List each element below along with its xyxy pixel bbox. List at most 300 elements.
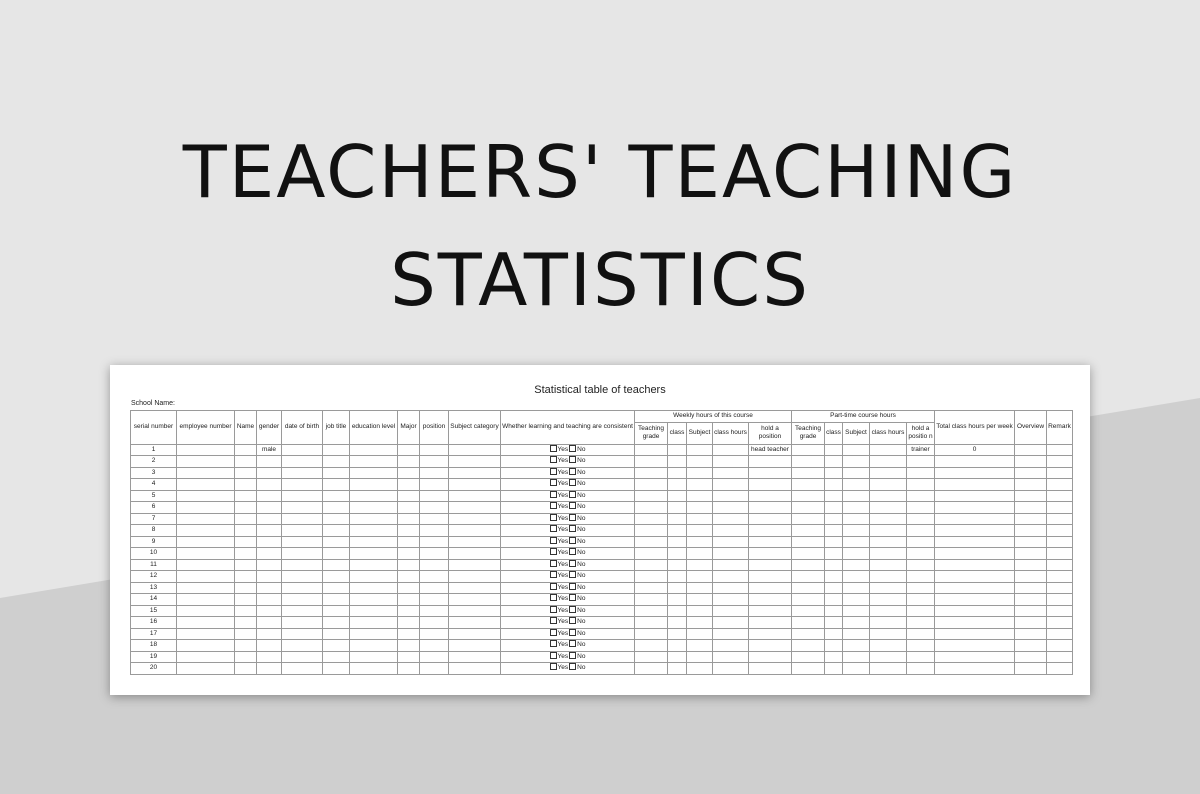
cell-employee[interactable] — [177, 525, 235, 537]
cell-w-subject[interactable] — [687, 594, 713, 606]
cell-employee[interactable] — [177, 571, 235, 583]
cell-p-class[interactable] — [825, 663, 843, 675]
cell-major[interactable] — [398, 605, 420, 617]
cell-position[interactable] — [420, 663, 449, 675]
cell-total[interactable] — [935, 605, 1015, 617]
no-checkbox[interactable] — [569, 479, 576, 486]
cell-overview[interactable] — [1015, 467, 1047, 479]
cell-major[interactable] — [398, 571, 420, 583]
no-checkbox[interactable] — [569, 606, 576, 613]
cell-p-grade[interactable] — [792, 479, 825, 491]
cell-subject-category[interactable] — [449, 559, 501, 571]
cell-total[interactable] — [935, 582, 1015, 594]
cell-serial[interactable]: 12 — [131, 571, 177, 583]
cell-p-hours[interactable] — [870, 594, 907, 606]
cell-dob[interactable] — [282, 467, 323, 479]
cell-subject-category[interactable] — [449, 651, 501, 663]
cell-position[interactable] — [420, 444, 449, 456]
cell-p-class[interactable] — [825, 502, 843, 514]
cell-overview[interactable] — [1015, 663, 1047, 675]
consistency-cell[interactable] — [501, 651, 635, 663]
cell-dob[interactable] — [282, 513, 323, 525]
cell-subject-category[interactable] — [449, 479, 501, 491]
cell-position[interactable] — [420, 628, 449, 640]
cell-dob[interactable] — [282, 640, 323, 652]
cell-gender[interactable] — [257, 582, 282, 594]
cell-w-hold[interactable] — [749, 479, 792, 491]
cell-position[interactable] — [420, 651, 449, 663]
cell-total[interactable] — [935, 467, 1015, 479]
cell-p-grade[interactable] — [792, 663, 825, 675]
cell-serial[interactable]: 16 — [131, 617, 177, 629]
cell-subject-category[interactable] — [449, 571, 501, 583]
cell-total[interactable] — [935, 571, 1015, 583]
cell-p-hold[interactable] — [907, 594, 935, 606]
no-checkbox[interactable] — [569, 640, 576, 647]
cell-education[interactable] — [350, 640, 398, 652]
cell-serial[interactable]: 1 — [131, 444, 177, 456]
yes-checkbox[interactable] — [550, 606, 557, 613]
cell-name[interactable] — [235, 640, 257, 652]
cell-position[interactable] — [420, 617, 449, 629]
cell-p-hold[interactable] — [907, 571, 935, 583]
cell-w-hold[interactable] — [749, 559, 792, 571]
yes-checkbox[interactable] — [550, 640, 557, 647]
cell-major[interactable] — [398, 490, 420, 502]
cell-p-hours[interactable] — [870, 525, 907, 537]
cell-p-subject[interactable] — [843, 651, 870, 663]
cell-p-subject[interactable] — [843, 628, 870, 640]
cell-p-hold[interactable] — [907, 490, 935, 502]
cell-total[interactable] — [935, 548, 1015, 560]
consistency-cell[interactable] — [501, 628, 635, 640]
cell-p-hours[interactable] — [870, 479, 907, 491]
cell-position[interactable] — [420, 582, 449, 594]
cell-major[interactable] — [398, 536, 420, 548]
cell-gender[interactable] — [257, 628, 282, 640]
cell-p-class[interactable] — [825, 525, 843, 537]
cell-w-grade[interactable] — [635, 525, 668, 537]
cell-serial[interactable]: 8 — [131, 525, 177, 537]
cell-p-grade[interactable] — [792, 559, 825, 571]
cell-p-hours[interactable] — [870, 513, 907, 525]
cell-dob[interactable] — [282, 444, 323, 456]
cell-p-hours[interactable] — [870, 456, 907, 468]
yes-checkbox[interactable] — [550, 548, 557, 555]
cell-dob[interactable] — [282, 548, 323, 560]
cell-employee[interactable] — [177, 456, 235, 468]
cell-w-grade[interactable] — [635, 571, 668, 583]
cell-job-title[interactable] — [323, 605, 350, 617]
consistency-cell[interactable] — [501, 502, 635, 514]
cell-p-grade[interactable] — [792, 605, 825, 617]
cell-overview[interactable] — [1015, 479, 1047, 491]
cell-p-class[interactable] — [825, 456, 843, 468]
cell-w-class[interactable] — [668, 536, 687, 548]
cell-gender[interactable] — [257, 479, 282, 491]
cell-w-class[interactable] — [668, 663, 687, 675]
cell-p-hold[interactable] — [907, 663, 935, 675]
cell-remark[interactable] — [1047, 548, 1073, 560]
cell-subject-category[interactable] — [449, 628, 501, 640]
cell-education[interactable] — [350, 490, 398, 502]
cell-gender[interactable] — [257, 548, 282, 560]
cell-w-hold[interactable] — [749, 571, 792, 583]
cell-name[interactable] — [235, 548, 257, 560]
cell-w-subject[interactable] — [687, 513, 713, 525]
cell-dob[interactable] — [282, 594, 323, 606]
yes-checkbox[interactable] — [550, 537, 557, 544]
cell-dob[interactable] — [282, 490, 323, 502]
cell-remark[interactable] — [1047, 479, 1073, 491]
cell-w-hold[interactable] — [749, 663, 792, 675]
cell-employee[interactable] — [177, 605, 235, 617]
cell-job-title[interactable] — [323, 571, 350, 583]
cell-w-hold[interactable] — [749, 594, 792, 606]
cell-overview[interactable] — [1015, 513, 1047, 525]
cell-job-title[interactable] — [323, 502, 350, 514]
cell-w-class[interactable] — [668, 617, 687, 629]
cell-job-title[interactable] — [323, 467, 350, 479]
cell-overview[interactable] — [1015, 536, 1047, 548]
cell-job-title[interactable] — [323, 525, 350, 537]
cell-p-grade[interactable] — [792, 582, 825, 594]
cell-employee[interactable] — [177, 490, 235, 502]
cell-education[interactable] — [350, 502, 398, 514]
cell-subject-category[interactable] — [449, 548, 501, 560]
cell-p-hold[interactable] — [907, 548, 935, 560]
cell-w-grade[interactable] — [635, 640, 668, 652]
consistency-cell[interactable] — [501, 605, 635, 617]
cell-p-subject[interactable] — [843, 571, 870, 583]
cell-education[interactable] — [350, 456, 398, 468]
cell-w-class[interactable] — [668, 548, 687, 560]
cell-major[interactable] — [398, 525, 420, 537]
cell-education[interactable] — [350, 479, 398, 491]
cell-w-class[interactable] — [668, 628, 687, 640]
cell-p-hold[interactable] — [907, 536, 935, 548]
cell-w-hold[interactable] — [749, 456, 792, 468]
cell-education[interactable] — [350, 571, 398, 583]
cell-dob[interactable] — [282, 663, 323, 675]
cell-w-subject[interactable] — [687, 663, 713, 675]
cell-position[interactable] — [420, 502, 449, 514]
cell-w-grade[interactable] — [635, 582, 668, 594]
consistency-cell[interactable] — [501, 536, 635, 548]
cell-p-hold[interactable] — [907, 502, 935, 514]
cell-job-title[interactable] — [323, 651, 350, 663]
cell-overview[interactable] — [1015, 571, 1047, 583]
cell-name[interactable] — [235, 513, 257, 525]
cell-job-title[interactable] — [323, 617, 350, 629]
cell-w-hours[interactable] — [713, 582, 749, 594]
cell-p-subject[interactable] — [843, 594, 870, 606]
cell-overview[interactable] — [1015, 502, 1047, 514]
cell-w-class[interactable] — [668, 525, 687, 537]
cell-position[interactable] — [420, 513, 449, 525]
cell-serial[interactable]: 3 — [131, 467, 177, 479]
cell-dob[interactable] — [282, 571, 323, 583]
consistency-cell[interactable] — [501, 617, 635, 629]
cell-subject-category[interactable] — [449, 640, 501, 652]
cell-gender[interactable] — [257, 502, 282, 514]
cell-p-hold[interactable] — [907, 617, 935, 629]
cell-remark[interactable] — [1047, 663, 1073, 675]
cell-w-hours[interactable] — [713, 444, 749, 456]
cell-gender[interactable]: male — [257, 444, 282, 456]
cell-p-hold[interactable] — [907, 456, 935, 468]
cell-serial[interactable]: 6 — [131, 502, 177, 514]
yes-checkbox[interactable] — [550, 571, 557, 578]
cell-w-hours[interactable] — [713, 571, 749, 583]
no-checkbox[interactable] — [569, 583, 576, 590]
cell-overview[interactable] — [1015, 605, 1047, 617]
cell-total[interactable] — [935, 536, 1015, 548]
cell-w-hours[interactable] — [713, 548, 749, 560]
cell-remark[interactable] — [1047, 571, 1073, 583]
cell-p-grade[interactable] — [792, 536, 825, 548]
cell-overview[interactable] — [1015, 628, 1047, 640]
cell-position[interactable] — [420, 548, 449, 560]
cell-p-class[interactable] — [825, 490, 843, 502]
cell-p-grade[interactable] — [792, 456, 825, 468]
cell-w-class[interactable] — [668, 640, 687, 652]
cell-job-title[interactable] — [323, 582, 350, 594]
cell-employee[interactable] — [177, 559, 235, 571]
cell-w-hold[interactable] — [749, 582, 792, 594]
cell-remark[interactable] — [1047, 490, 1073, 502]
consistency-cell[interactable] — [501, 640, 635, 652]
cell-p-subject[interactable] — [843, 525, 870, 537]
consistency-cell[interactable] — [501, 490, 635, 502]
yes-checkbox[interactable] — [550, 663, 557, 670]
cell-p-grade[interactable] — [792, 525, 825, 537]
cell-p-class[interactable] — [825, 571, 843, 583]
cell-gender[interactable] — [257, 525, 282, 537]
cell-w-class[interactable] — [668, 571, 687, 583]
cell-employee[interactable] — [177, 663, 235, 675]
cell-job-title[interactable] — [323, 559, 350, 571]
cell-name[interactable] — [235, 536, 257, 548]
cell-remark[interactable] — [1047, 467, 1073, 479]
no-checkbox[interactable] — [569, 663, 576, 670]
yes-checkbox[interactable] — [550, 468, 557, 475]
cell-name[interactable] — [235, 628, 257, 640]
cell-major[interactable] — [398, 456, 420, 468]
consistency-cell[interactable] — [501, 525, 635, 537]
cell-p-hours[interactable] — [870, 444, 907, 456]
cell-employee[interactable] — [177, 617, 235, 629]
cell-w-subject[interactable] — [687, 479, 713, 491]
cell-p-grade[interactable] — [792, 651, 825, 663]
no-checkbox[interactable] — [569, 594, 576, 601]
yes-checkbox[interactable] — [550, 560, 557, 567]
cell-total[interactable] — [935, 525, 1015, 537]
cell-education[interactable] — [350, 663, 398, 675]
cell-p-grade[interactable] — [792, 444, 825, 456]
cell-w-grade[interactable] — [635, 663, 668, 675]
cell-w-subject[interactable] — [687, 444, 713, 456]
cell-p-hold[interactable] — [907, 479, 935, 491]
cell-w-hold[interactable] — [749, 502, 792, 514]
cell-w-subject[interactable] — [687, 559, 713, 571]
cell-name[interactable] — [235, 582, 257, 594]
cell-w-subject[interactable] — [687, 640, 713, 652]
cell-w-grade[interactable] — [635, 605, 668, 617]
cell-major[interactable] — [398, 582, 420, 594]
cell-w-hold[interactable] — [749, 605, 792, 617]
cell-dob[interactable] — [282, 479, 323, 491]
cell-w-grade[interactable] — [635, 536, 668, 548]
cell-gender[interactable] — [257, 651, 282, 663]
consistency-cell[interactable] — [501, 582, 635, 594]
cell-education[interactable] — [350, 594, 398, 606]
cell-p-hold[interactable] — [907, 582, 935, 594]
cell-subject-category[interactable] — [449, 490, 501, 502]
cell-education[interactable] — [350, 582, 398, 594]
cell-overview[interactable] — [1015, 525, 1047, 537]
cell-remark[interactable] — [1047, 628, 1073, 640]
cell-remark[interactable] — [1047, 525, 1073, 537]
cell-education[interactable] — [350, 467, 398, 479]
cell-subject-category[interactable] — [449, 467, 501, 479]
cell-w-hours[interactable] — [713, 617, 749, 629]
cell-education[interactable] — [350, 548, 398, 560]
no-checkbox[interactable] — [569, 468, 576, 475]
cell-w-grade[interactable] — [635, 651, 668, 663]
cell-p-subject[interactable] — [843, 490, 870, 502]
cell-education[interactable] — [350, 605, 398, 617]
cell-w-subject[interactable] — [687, 467, 713, 479]
no-checkbox[interactable] — [569, 560, 576, 567]
cell-total[interactable] — [935, 628, 1015, 640]
consistency-cell[interactable] — [501, 513, 635, 525]
cell-serial[interactable]: 10 — [131, 548, 177, 560]
cell-serial[interactable]: 18 — [131, 640, 177, 652]
no-checkbox[interactable] — [569, 652, 576, 659]
cell-p-class[interactable] — [825, 628, 843, 640]
cell-gender[interactable] — [257, 456, 282, 468]
cell-w-hours[interactable] — [713, 559, 749, 571]
cell-w-subject[interactable] — [687, 536, 713, 548]
cell-p-class[interactable] — [825, 605, 843, 617]
cell-dob[interactable] — [282, 536, 323, 548]
cell-w-class[interactable] — [668, 605, 687, 617]
cell-w-subject[interactable] — [687, 605, 713, 617]
cell-overview[interactable] — [1015, 594, 1047, 606]
cell-w-grade[interactable] — [635, 548, 668, 560]
cell-name[interactable] — [235, 444, 257, 456]
cell-p-subject[interactable] — [843, 559, 870, 571]
cell-serial[interactable]: 17 — [131, 628, 177, 640]
cell-p-class[interactable] — [825, 479, 843, 491]
cell-p-grade[interactable] — [792, 490, 825, 502]
yes-checkbox[interactable] — [550, 514, 557, 521]
cell-p-grade[interactable] — [792, 640, 825, 652]
no-checkbox[interactable] — [569, 617, 576, 624]
cell-w-subject[interactable] — [687, 628, 713, 640]
cell-major[interactable] — [398, 513, 420, 525]
cell-w-grade[interactable] — [635, 502, 668, 514]
cell-w-hold[interactable] — [749, 548, 792, 560]
cell-total[interactable] — [935, 559, 1015, 571]
no-checkbox[interactable] — [569, 445, 576, 452]
cell-overview[interactable] — [1015, 444, 1047, 456]
cell-subject-category[interactable] — [449, 444, 501, 456]
cell-major[interactable] — [398, 651, 420, 663]
cell-p-grade[interactable] — [792, 628, 825, 640]
cell-w-grade[interactable] — [635, 490, 668, 502]
cell-education[interactable] — [350, 444, 398, 456]
cell-p-class[interactable] — [825, 467, 843, 479]
yes-checkbox[interactable] — [550, 502, 557, 509]
cell-w-hold[interactable] — [749, 490, 792, 502]
cell-total[interactable] — [935, 594, 1015, 606]
cell-p-hours[interactable] — [870, 617, 907, 629]
cell-major[interactable] — [398, 628, 420, 640]
cell-remark[interactable] — [1047, 536, 1073, 548]
yes-checkbox[interactable] — [550, 617, 557, 624]
cell-p-hours[interactable] — [870, 559, 907, 571]
cell-p-subject[interactable] — [843, 640, 870, 652]
cell-position[interactable] — [420, 559, 449, 571]
cell-w-grade[interactable] — [635, 479, 668, 491]
cell-major[interactable] — [398, 663, 420, 675]
cell-w-hold[interactable] — [749, 467, 792, 479]
cell-serial[interactable]: 2 — [131, 456, 177, 468]
cell-total[interactable] — [935, 663, 1015, 675]
cell-w-hold[interactable]: head teacher — [749, 444, 792, 456]
cell-dob[interactable] — [282, 651, 323, 663]
no-checkbox[interactable] — [569, 537, 576, 544]
cell-name[interactable] — [235, 559, 257, 571]
cell-w-class[interactable] — [668, 651, 687, 663]
cell-w-hours[interactable] — [713, 502, 749, 514]
cell-w-hours[interactable] — [713, 479, 749, 491]
cell-major[interactable] — [398, 594, 420, 606]
cell-p-hours[interactable] — [870, 467, 907, 479]
cell-education[interactable] — [350, 617, 398, 629]
consistency-cell[interactable] — [501, 663, 635, 675]
no-checkbox[interactable] — [569, 629, 576, 636]
no-checkbox[interactable] — [569, 491, 576, 498]
consistency-cell[interactable] — [501, 479, 635, 491]
cell-w-class[interactable] — [668, 502, 687, 514]
cell-gender[interactable] — [257, 559, 282, 571]
cell-p-hours[interactable] — [870, 490, 907, 502]
cell-gender[interactable] — [257, 663, 282, 675]
cell-gender[interactable] — [257, 605, 282, 617]
cell-education[interactable] — [350, 513, 398, 525]
cell-overview[interactable] — [1015, 548, 1047, 560]
cell-remark[interactable] — [1047, 605, 1073, 617]
cell-major[interactable] — [398, 640, 420, 652]
cell-serial[interactable]: 20 — [131, 663, 177, 675]
consistency-cell[interactable] — [501, 548, 635, 560]
cell-w-hours[interactable] — [713, 594, 749, 606]
cell-overview[interactable] — [1015, 456, 1047, 468]
cell-w-grade[interactable] — [635, 513, 668, 525]
cell-position[interactable] — [420, 605, 449, 617]
cell-name[interactable] — [235, 651, 257, 663]
cell-employee[interactable] — [177, 444, 235, 456]
cell-remark[interactable] — [1047, 513, 1073, 525]
cell-remark[interactable] — [1047, 651, 1073, 663]
consistency-cell[interactable] — [501, 559, 635, 571]
cell-education[interactable] — [350, 525, 398, 537]
no-checkbox[interactable] — [569, 525, 576, 532]
cell-subject-category[interactable] — [449, 456, 501, 468]
